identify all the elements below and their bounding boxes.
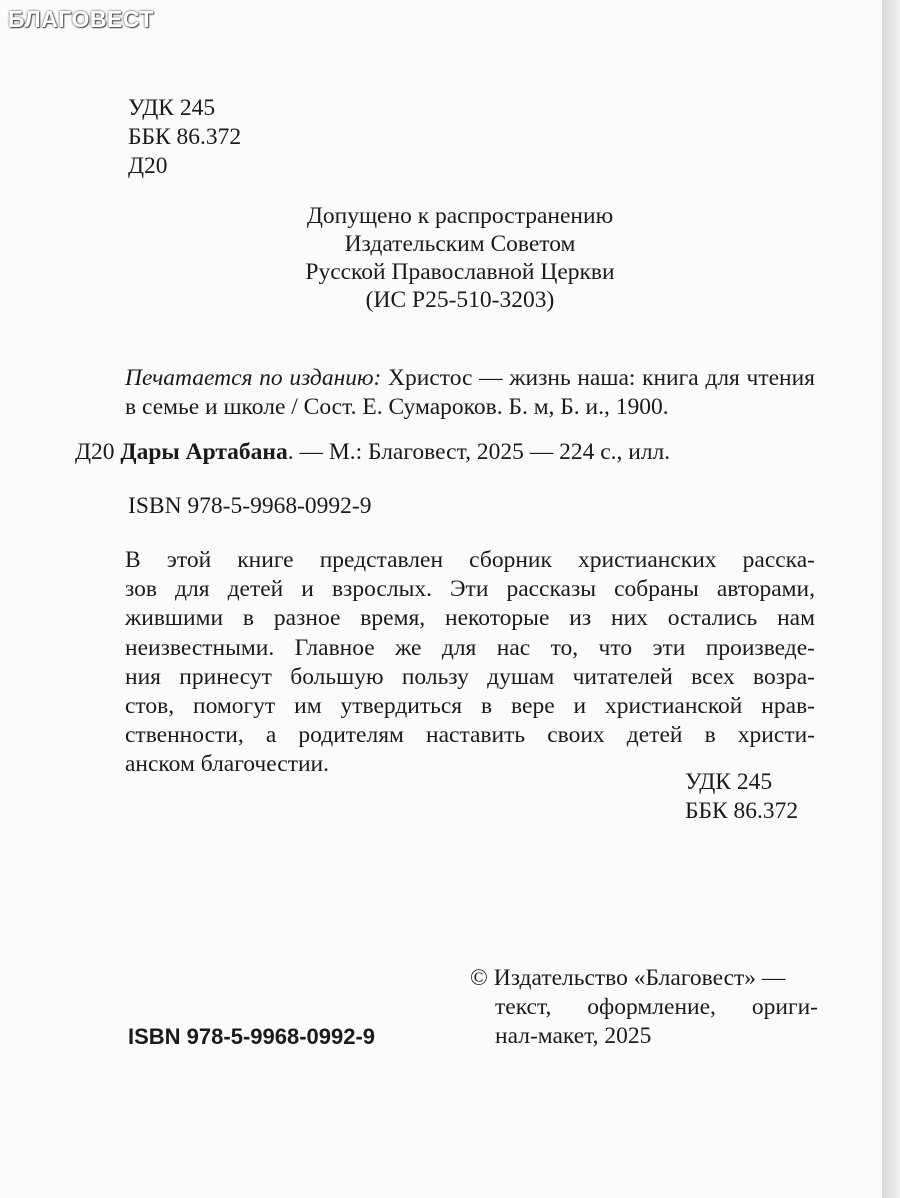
copyright-notice xyxy=(470,964,818,1051)
classification-codes-bottom xyxy=(685,768,798,826)
approval-notice xyxy=(0,202,900,314)
source-edition-label: Печатается по изданию: xyxy=(125,365,382,391)
annotation-line: жившими в разное время, некоторые из них остались нам xyxy=(125,605,815,632)
annotation-line: ственности, а родителям наставить своих детей в христи- xyxy=(125,722,815,749)
page-edge xyxy=(882,0,900,1198)
annotation-line: стов, помогут им утвердиться в вере и христианской нрав- xyxy=(125,692,815,719)
source-edition-text: Христос — жизнь наша: книга для чтения в семье и школе / Сост. Е. Сумароков. Б. м, Б. и., 1900. xyxy=(125,365,815,420)
annotation-line: В этой книге представлен сборник христианских расска- xyxy=(125,547,815,573)
bibliographic-record xyxy=(75,438,670,467)
book-title: Дары Артабана xyxy=(120,439,288,465)
udk-code: УДК 245 xyxy=(685,769,773,795)
annotation xyxy=(125,546,815,780)
author-mark: Д20 xyxy=(128,153,168,179)
source-edition-note xyxy=(125,364,815,422)
copyright-line: © Издательство «Благовест» — xyxy=(470,965,786,991)
annotation-line: зов для детей и взрослых. Эти рассказы собраны авторами, xyxy=(125,576,815,603)
classification-codes-top xyxy=(128,94,241,181)
bbk-code: ББК 86.372 xyxy=(685,798,799,824)
approval-line: Русской Православной Церкви xyxy=(305,259,615,285)
author-mark: Д20 xyxy=(75,439,115,465)
approval-line: Допущено к распространению xyxy=(306,203,614,229)
approval-line: Издательским Советом xyxy=(344,231,576,257)
udk-code: УДК 245 xyxy=(128,95,216,121)
publisher-watermark: БЛАГОВЕСТ xyxy=(8,6,154,32)
isbn: ISBN 978-5-9968-0992-9 xyxy=(128,493,372,519)
imprint: . — М.: Благовест, 2025 — 224 с., илл. xyxy=(287,439,671,465)
isbn-bottom: ISBN 978-5-9968-0992-9 xyxy=(128,1024,376,1049)
annotation-line: анском благочестии. xyxy=(125,751,329,778)
annotation-line: неизвестными. Главное же для нас то, что эти произведе- xyxy=(125,634,815,661)
approval-number: (ИС Р25-510-3203) xyxy=(365,287,555,313)
copyright-line: текст, оформление, ориги- xyxy=(495,994,818,1020)
copyright-line: нал-макет, 2025 xyxy=(495,1023,652,1049)
annotation-line: ния принесут большую пользу душам читателей всех возра- xyxy=(125,663,815,690)
bbk-code: ББК 86.372 xyxy=(128,124,242,150)
